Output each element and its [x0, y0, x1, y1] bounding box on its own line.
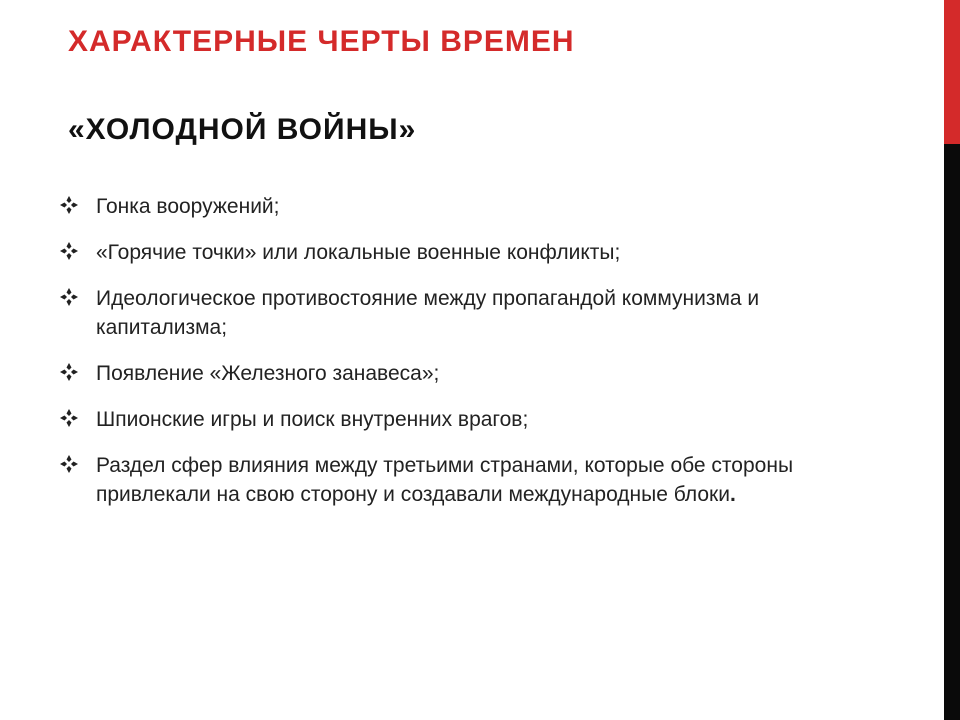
diamond-bullet-icon — [58, 453, 80, 475]
bullet-text: Появление «Железного занавеса»; — [96, 362, 440, 385]
bullet-item — [58, 451, 858, 509]
sidebar-accent-black — [944, 144, 960, 720]
sidebar-accent-red — [944, 0, 960, 144]
bullet-text-body: Раздел сфер влияния между третьими странами, которые обе стороны привлекали на свою сторону и создавали международные блоки — [96, 454, 794, 506]
bullet-item — [58, 284, 858, 342]
bullet-text: Шпионские игры и поиск внутренних врагов; — [96, 408, 529, 431]
bullet-item — [58, 238, 858, 267]
bullet-text-end: . — [729, 483, 736, 506]
slide-title-line-1: ХАРАКТЕРНЫЕ ЧЕРТЫ ВРЕМЕН — [68, 25, 575, 58]
bullet-text: Гонка вооружений; — [96, 195, 280, 218]
bullet-list — [58, 192, 858, 526]
diamond-bullet-icon — [58, 286, 80, 308]
diamond-bullet-icon — [58, 194, 80, 216]
bullet-item — [58, 359, 858, 388]
slide-title-line-2: «ХОЛОДНОЙ ВОЙНЫ» — [68, 113, 417, 146]
diamond-bullet-icon — [58, 407, 80, 429]
diamond-bullet-icon — [58, 361, 80, 383]
bullet-item — [58, 405, 858, 434]
bullet-text — [96, 454, 793, 506]
bullet-item — [58, 192, 858, 221]
bullet-text: Идеологическое противостояние между пропагандой коммунизма и капитализма; — [96, 287, 760, 339]
bullet-text: «Горячие точки» или локальные военные конфликты; — [96, 241, 621, 264]
diamond-bullet-icon — [58, 240, 80, 262]
